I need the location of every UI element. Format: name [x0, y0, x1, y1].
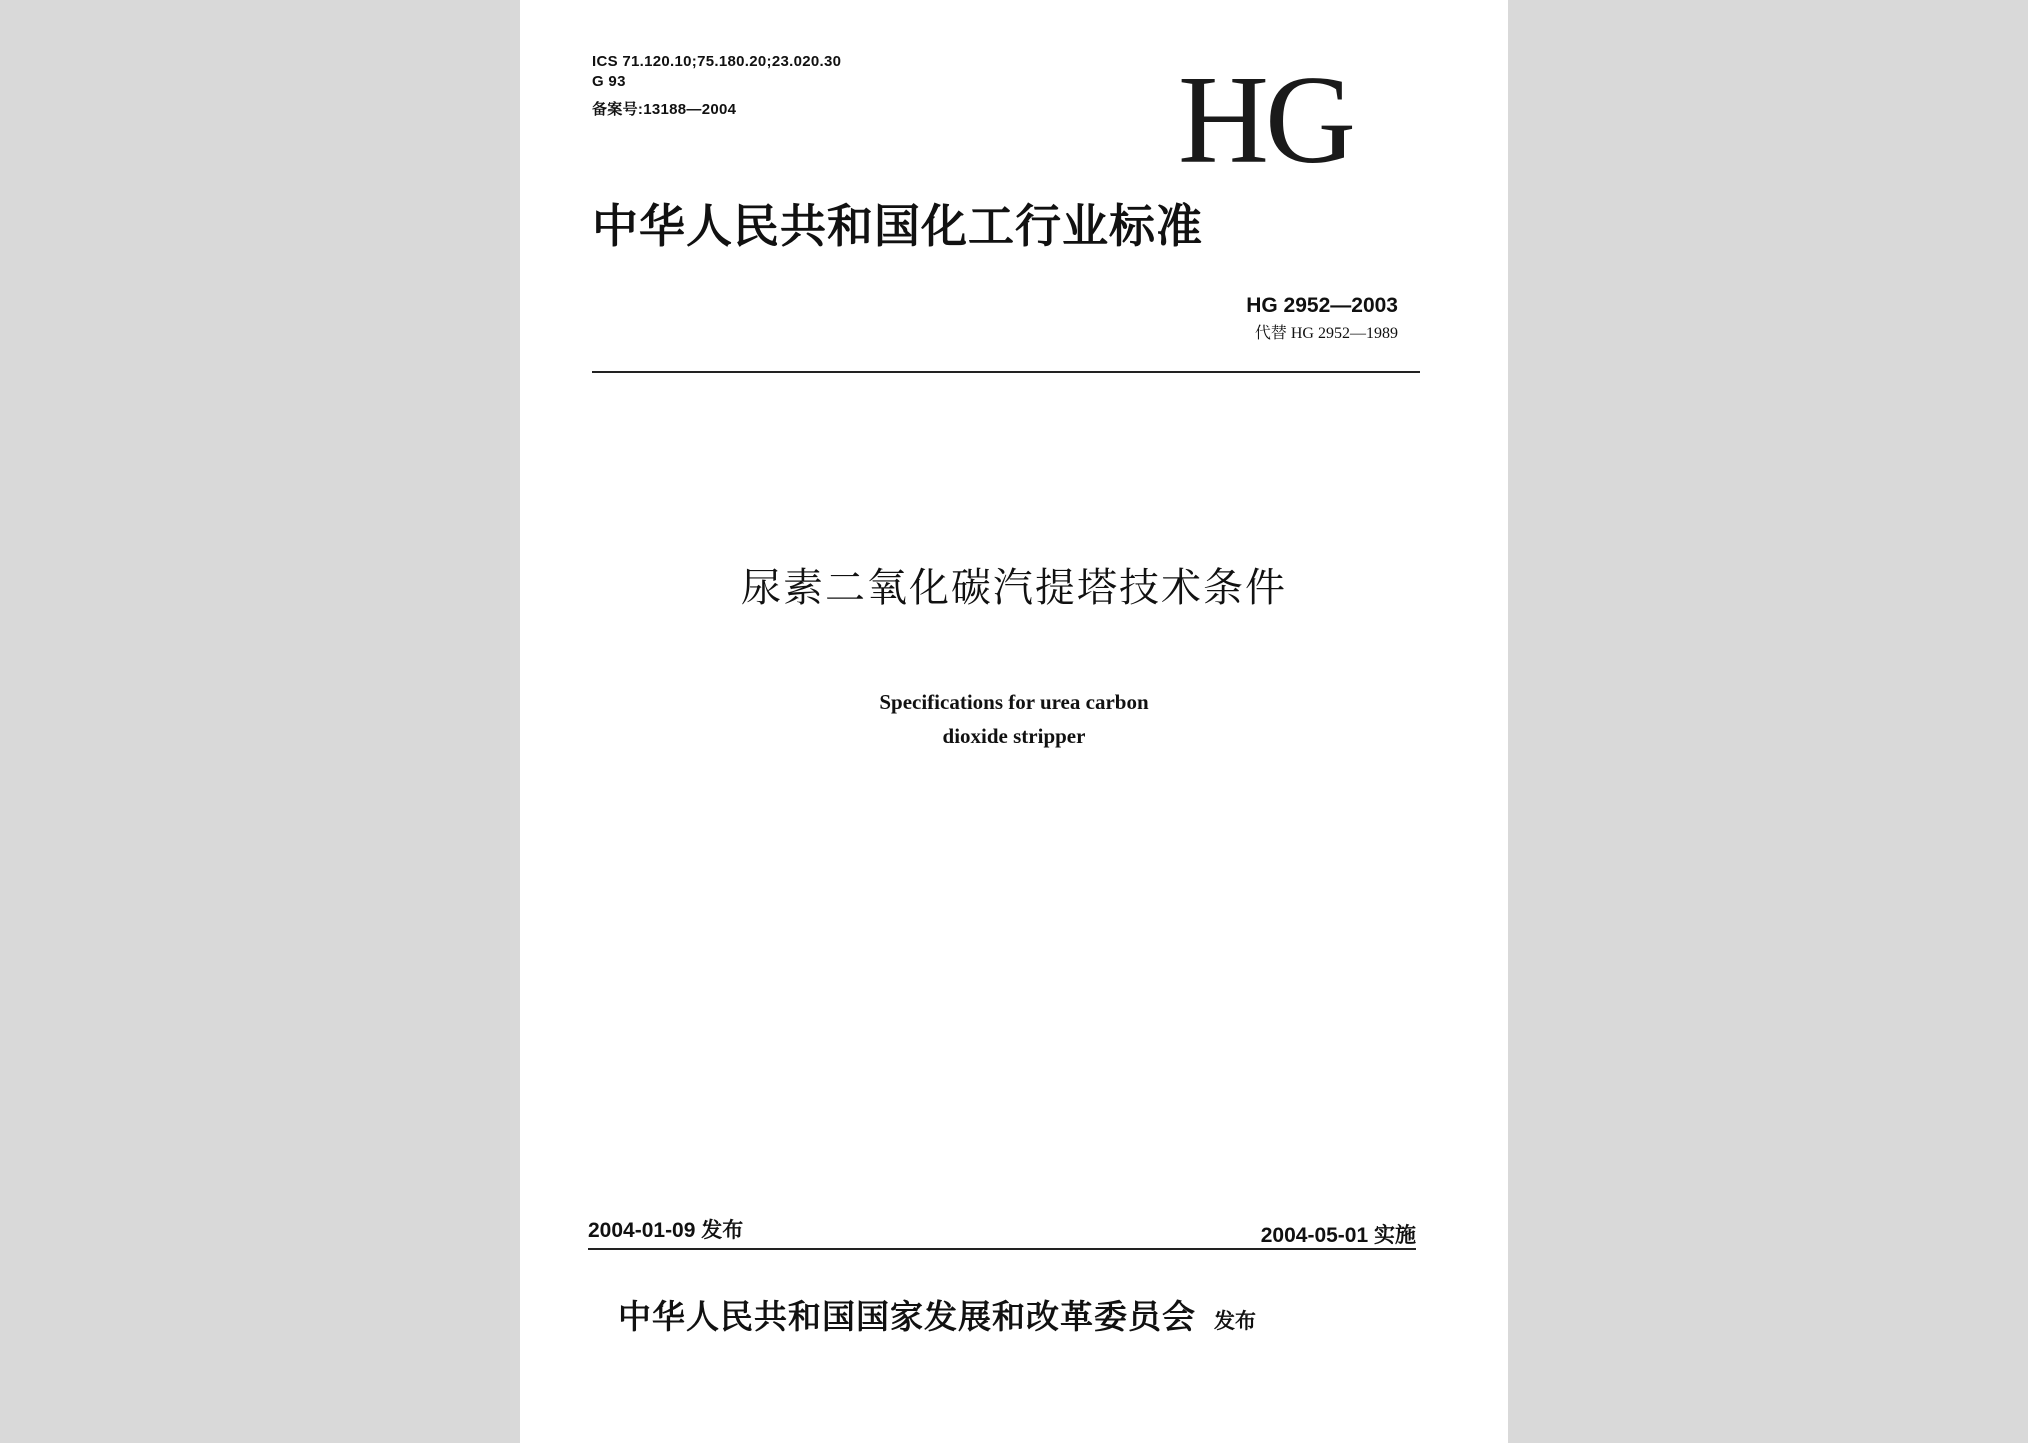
authority-title: 中华人民共和国化工行业标准 [592, 199, 1203, 253]
hg-logo: HG [1178, 51, 1352, 190]
top-divider [592, 371, 1420, 373]
replaces-standard: 代替 HG 2952—1989 [1254, 325, 1398, 342]
publisher [618, 1291, 1256, 1338]
ccs-code: G 93 [592, 73, 626, 90]
document-page [520, 0, 1508, 1443]
bottom-divider [588, 1248, 1416, 1250]
implementation-date: 2004-05-01 实施 [1260, 1224, 1416, 1247]
document-title-en-line2: dioxide stripper [942, 724, 1086, 748]
document-title-en-line1: Specifications for urea carbon [879, 690, 1149, 714]
document-title-zh: 尿素二氧化碳汽提塔技术条件 [741, 565, 1287, 611]
publisher-name: 中华人民共和国国家发展和改革委员会 [618, 1297, 1196, 1336]
publisher-suffix: 发布 [1214, 1309, 1256, 1333]
issue-date: 2004-01-09 发布 [588, 1219, 744, 1242]
ics-code: ICS 71.120.10;75.180.20;23.020.30 [592, 53, 842, 70]
record-number: 备案号:13188—2004 [592, 101, 737, 118]
standard-number: HG 2952—2003 [1246, 294, 1398, 317]
